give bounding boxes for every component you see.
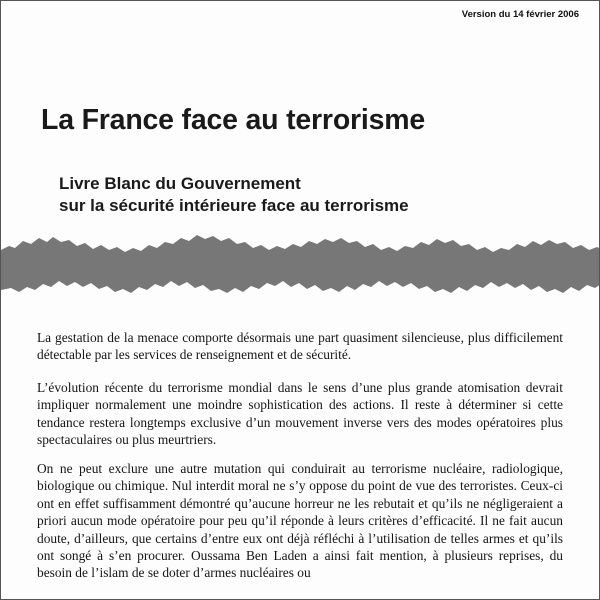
torn-paper-band [1,226,600,306]
paragraph-3: On ne peut exclure une autre mutation qui conduirait au terrorisme nucléaire, radiologique, biologique ou chimique. Nul interdit moral ne s’y oppose du point de vue des terroristes. Ceux-ci ont en effet suffisamment démontré qu’aucune horreur ne les rebutait et qu’ils ne négligeraient a priori aucun mode opératoire pour peu qu’il réponde à leurs critères d’efficacité. Il ne fait aucun doute, d’ailleurs, que certains d’entre eux ont déjà réfléchi à l’utilisation de telles armes et qu’ils ont songé à s’en procurer. Oussama Ben Laden a ainsi fait mention, à plusieurs reprises, du besoin de l’islam de se doter d’armes nucléaires ou [37,461,563,581]
paragraph-1: La gestation de la menace comporte désormais une part quasiment silencieuse, plus difficilement détectable par les services de renseignement et de sécurité. [37,330,563,363]
page-title: La France face au terrorisme [41,104,426,136]
version-date: Version du 14 février 2006 [461,9,579,20]
paragraph-2: L’évolution récente du terrorisme mondial dans le sens d’une plus grande atomisation devrait impliquer normalement une moindre sophistication des actions. Il reste à déterminer si cette tendance restera longtemps exclusive d’un mouvement inverse vers des modes opératoires plus spectaculaires ou plus meurtriers. [37,380,563,448]
subtitle-line-2: sur la sécurité intérieure face au terrorisme [59,196,409,215]
torn-band-shape [1,235,600,293]
subtitle-line-1: Livre Blanc du Gouvernement [59,174,301,193]
